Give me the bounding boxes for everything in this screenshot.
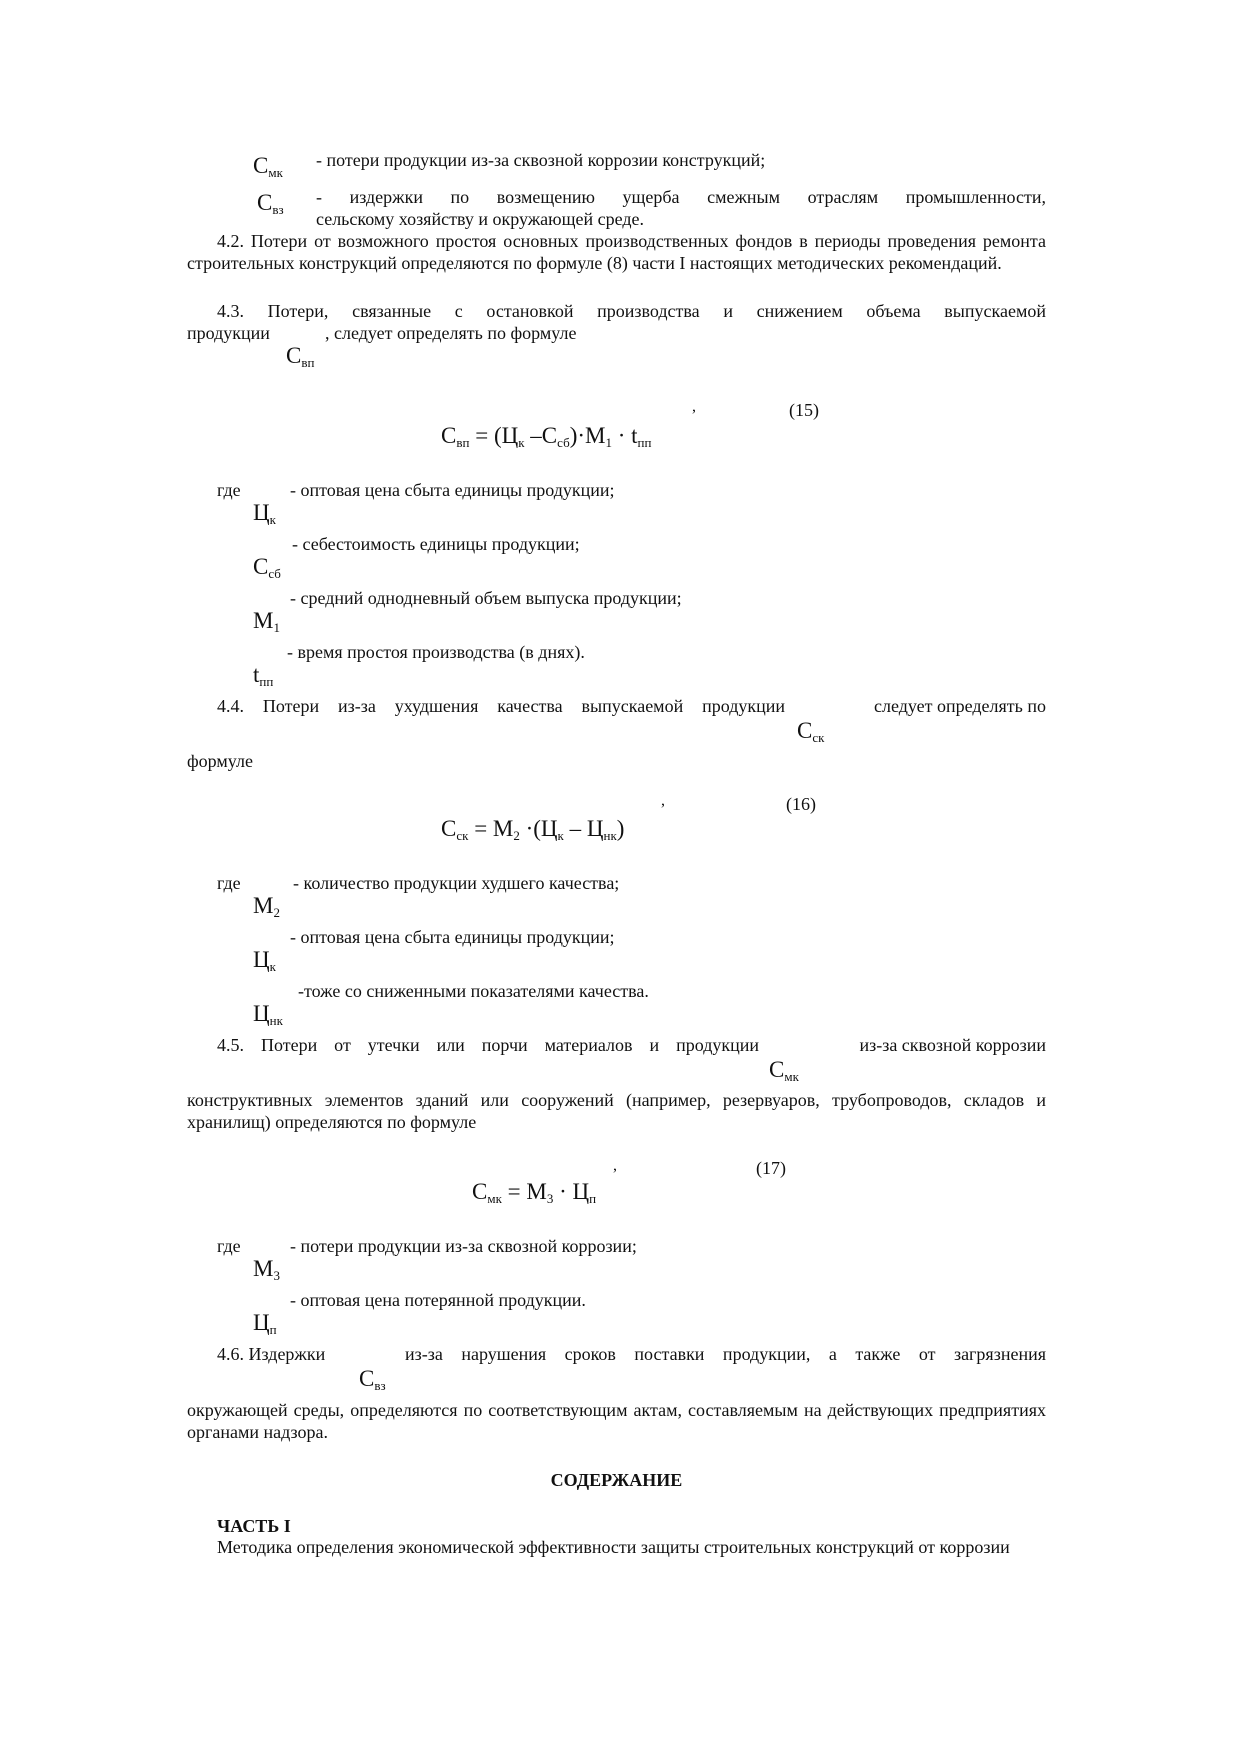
contents-title: СОДЕРЖАНИЕ [550, 1470, 683, 1490]
symbol-m-2: $М_2$ [253, 893, 280, 920]
symbol-ts-k-2: $Ц_к$ [253, 947, 276, 974]
symbol-m-3: $М_3$ [253, 1256, 280, 1283]
def-ts-k: - оптовая цена сбыта единицы продукции; [290, 480, 615, 500]
paragraph-4-6-line1b: из-за нарушения сроков поставки продукции, а также от загрязнения [405, 1344, 1046, 1364]
def-m-3: - потери продукции из-за сквозной коррозии; [290, 1236, 637, 1256]
symbol-t-pp: $t_{пп}$ [253, 662, 274, 689]
def-c-vz-line1: - издержки по возмещению ущерба смежным отраслям промышленности, [316, 187, 1046, 207]
paragraph-4-6-line1a: 4.6. Издержки [217, 1344, 326, 1364]
symbol-ts-p: $Ц_п$ [253, 1310, 277, 1337]
def-ts-p: - оптовая цена потерянной продукции. [290, 1290, 586, 1310]
equation-15-number: (15) [789, 400, 819, 420]
paragraph-4-5-line1b: из-за сквозной коррозии [859, 1035, 1046, 1055]
part-title: ЧАСТЬ I [217, 1516, 291, 1536]
symbol-c-mk-2: $С_{мк}$ [769, 1057, 799, 1084]
equation-17-comma: , [613, 1157, 617, 1174]
def-ts-nk: -тоже со сниженными показателями качества. [298, 981, 649, 1001]
def-m-1: - средний однодневный объем выпуска продукции; [290, 588, 682, 608]
part-text: Методика определения экономической эффективности защиты строительных конструкций от коррозии [217, 1537, 1010, 1557]
symbol-c-sb: $С_{сб}$ [253, 554, 281, 581]
symbol-ts-nk: $Ц_{нк}$ [253, 1001, 283, 1028]
symbol-c-sk: $С_{ск}$ [797, 718, 825, 745]
equation-16-number: (16) [786, 794, 816, 814]
equation-16-comma: , [661, 792, 665, 809]
equation-17: $С_{мк} = М_3 \cdot Ц_п$ [472, 1179, 597, 1206]
paragraph-4-4-line1a: 4.4. Потери из-за ухудшения качества выпускаемой продукции [217, 696, 785, 716]
def-c-mk: - потери продукции из-за сквозной коррозии конструкций; [316, 150, 766, 170]
paragraph-4-5-rest: конструктивных элементов зданий или сооружений (например, резервуаров, трубопроводов, складов и хранилищ) определяются по формуле [187, 1090, 1046, 1132]
where-label-3: где [217, 1236, 241, 1256]
paragraph-4-3-line2b: , следует определять по формуле [325, 323, 577, 343]
paragraph-4-5-line1a: 4.5. Потери от утечки или порчи материалов и продукции [217, 1035, 759, 1055]
def-c-sb: - себестоимость единицы продукции; [292, 534, 580, 554]
paragraph-4-3-line1: 4.3. Потери, связанные с остановкой производства и снижением объема выпускаемой [217, 301, 1046, 321]
symbol-c-vp: $С_{вп}$ [286, 343, 315, 370]
paragraph-4-2: 4.2. Потери от возможного простоя основных производственных фондов в периоды проведения ремонта строительных конструкций определяются по формуле (8) части I настоящих методических рекомендаций. [187, 231, 1046, 273]
paragraph-4-4-line2: формуле [187, 751, 253, 771]
symbol-c-mk: $С_{мк}$ [253, 153, 283, 180]
equation-15-comma: , [692, 398, 696, 415]
symbol-m-1: $М_1$ [253, 608, 280, 635]
paragraph-4-6-rest: окружающей среды, определяются по соответствующим актам, составляемым на действующих предприятиях органами надзора. [187, 1400, 1046, 1442]
paragraph-4-4-line1b: следует определять по [873, 696, 1046, 716]
symbol-c-vz-2: $С_{вз}$ [359, 1366, 386, 1393]
equation-15: $С_{вп} = (Ц_к$ $-С_{сб})\cdot М_1 \cdot t_{пп}$ [441, 423, 652, 450]
equation-16: $С_{ск} = М_2 \cdot(Ц_к - Ц_{нк})$ [441, 816, 625, 843]
def-ts-k-2: - оптовая цена сбыта единицы продукции; [290, 927, 615, 947]
def-t-pp: - время простоя производства (в днях). [287, 642, 585, 662]
symbol-ts-k: $Ц_к$ [253, 500, 276, 527]
paragraph-4-3-line2a: продукции [187, 323, 270, 343]
equation-17-number: (17) [756, 1158, 786, 1178]
def-c-vz-line2: сельскому хозяйству и окружающей среде. [316, 209, 644, 229]
symbol-c-vz: $С_{вз}$ [257, 190, 284, 217]
where-label-2: где [217, 873, 241, 893]
def-m-2: - количество продукции худшего качества; [293, 873, 620, 893]
where-label: где [217, 480, 241, 500]
